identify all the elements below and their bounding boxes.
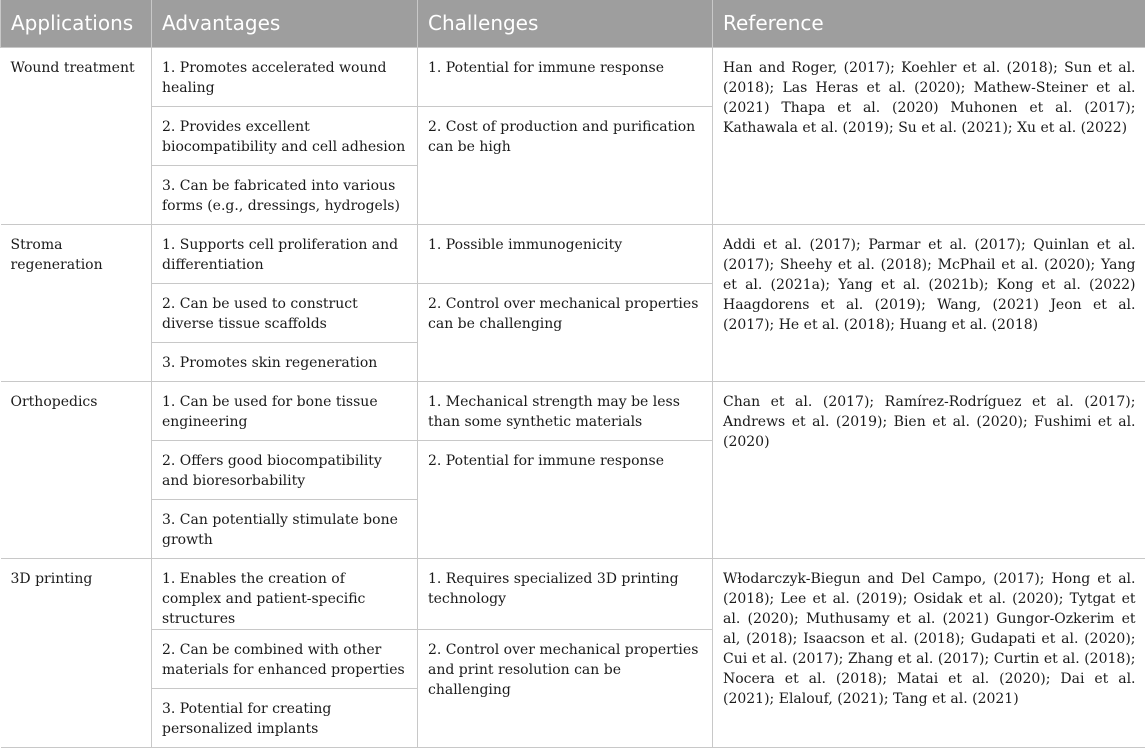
challenge-cell: 1. Requires specialized 3D printing technology [418,558,713,629]
challenge-cell: 2. Cost of production and purification can be high [418,106,713,224]
table-row [1,558,1145,629]
advantage-cell: 2. Can be used to construct diverse tissue scaffolds [152,283,418,342]
table-row [1,381,1145,440]
header-challenges: Challenges [418,0,713,47]
header-advantages: Advantages [152,0,418,47]
challenge-cell: 2. Potential for immune response [418,440,713,558]
application-cell: 3D printing [1,558,152,747]
advantage-cell: 2. Can be combined with other materials for enhanced properties [152,629,418,688]
challenge-cell: 2. Control over mechanical properties can be challenging [418,283,713,381]
advantage-cell: 3. Can potentially stimulate bone growth [152,499,418,558]
reference-cell: Chan et al. (2017); Ramírez-Rodríguez et al. (2017); Andrews et al. (2019); Bien et al. (2020); Fushimi et al. (2020) [713,381,1145,558]
advantage-cell: 3. Promotes skin regeneration [152,342,418,381]
header-reference: Reference [713,0,1145,47]
advantage-cell: 1. Promotes accelerated wound healing [152,47,418,106]
application-cell: Orthopedics [1,381,152,558]
advantage-cell: 1. Enables the creation of complex and patient-specific structures [152,558,418,629]
table-row [1,224,1145,283]
advantage-cell: 3. Can be fabricated into various forms (e.g., dressings, hydrogels) [152,165,418,224]
challenge-cell: 1. Potential for immune response [418,47,713,106]
advantage-cell: 2. Offers good biocompatibility and bioresorbability [152,440,418,499]
header-applications: Applications [1,0,152,47]
reference-cell: Włodarczyk-Biegun and Del Campo, (2017); Hong et al. (2018); Lee et al. (2019); Osidak et al. (2020); Tytgat et al. (2020); Muthusamy et al. (2021) Gungor-Ozkerim et al, (2018); Isaacson et al. (2018); Gudapati et al. (2020); Cui et al. (2017); Zhang et al. (2017); Curtin et al. (2018); Nocera et al. (2018); Matai et al. (2020); Dai et al. (2021); Elalouf, (2021); Tang et al. (2021) [713,558,1145,747]
reference-cell: Addi et al. (2017); Parmar et al. (2017); Quinlan et al. (2017); Sheehy et al. (2018); McPhail et al. (2020); Yang et al. (2021a); Yang et al. (2021b); Kong et al. (2022) Haagdorens et al. (2019); Wang, (2021) Jeon et al. (2017); He et al. (2018); Huang et al. (2018) [713,224,1145,381]
application-cell: Stroma regeneration [1,224,152,381]
advantage-cell: 2. Provides excellent biocompatibility and cell adhesion [152,106,418,165]
reference-cell: Han and Roger, (2017); Koehler et al. (2018); Sun et al. (2018); Las Heras et al. (2020); Mathew-Steiner et al. (2021) Thapa et al. (2020) Muhonen et al. (2017); Kathawala et al. (2019); Su et al. (2021); Xu et al. (2022) [713,47,1145,224]
advantage-cell: 3. Potential for creating personalized implants [152,688,418,747]
challenge-cell: 1. Possible immunogenicity [418,224,713,283]
advantage-cell: 1. Can be used for bone tissue engineering [152,381,418,440]
header-row [1,0,1145,47]
advantage-cell: 1. Supports cell proliferation and differentiation [152,224,418,283]
table-row [1,47,1145,106]
application-cell: Wound treatment [1,47,152,224]
challenge-cell: 2. Control over mechanical properties and print resolution can be challenging [418,629,713,747]
challenge-cell: 1. Mechanical strength may be less than some synthetic materials [418,381,713,440]
